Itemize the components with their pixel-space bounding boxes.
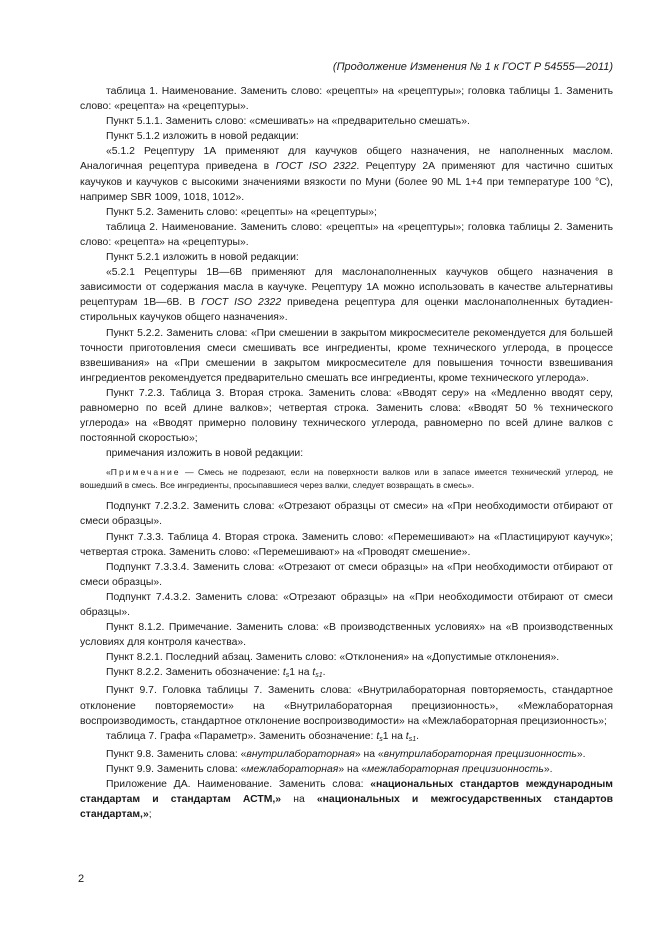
paragraph: Подпункт 7.4.3.2. Заменить слова: «Отрезают образцы» на «При необходимости отбирают от смеси образцы».: [80, 591, 613, 618]
page-number: 2: [78, 873, 85, 885]
paragraph: Пункт 5.1.1. Заменить слово: «смешивать» на «предварительно смешать».: [106, 116, 470, 128]
paragraph: Пункт 7.2.3. Таблица 3. Вторая строка. Заменить слова: «Вводят серу» на «Медленно вводят серу, равномерно по всей длине валков»; четвертая строка. Заменить слова: «Вводят 50 % технического углерода» на «Вводят примерно половину технического углерода, равномерно по всей длине валков с постоянной скоростью»;: [80, 387, 613, 445]
table-7-paragraph: таблица 7. Графа «Параметр». Заменить обозначение: $t_s1$ на $t_{s1}$.: [106, 730, 419, 743]
running-header: (Продолжение Изменения № 1 к ГОСТ Р 54555—2011): [332, 61, 613, 73]
paragraph: Пункт 7.3.3. Таблица 4. Вторая строка. Заменить слово: «Перемешивают» на «Пластицируют каучук»; четвертая строка. Заменить слово: «Перемешивают» на «Проводят смешение».: [80, 531, 613, 558]
paragraph-9-8: Пункт 9.8. Заменить слова: «внутрилабораторная» на «внутрилабораторная прецизионность».: [106, 748, 586, 760]
paragraph: Подпункт 7.3.3.4. Заменить слова: «Отрезают от смеси образцы» на «При необходимости отбирают от смеси образцы».: [80, 561, 613, 588]
standard-reference: ГОСТ ISO 2322: [201, 297, 282, 309]
paragraph-5-1-2-text: «5.1.2 Рецептуру 1А применяют для каучуков общего назначения, не наполненных маслом. Аналогичная рецептура приведена в ГОСТ ISO 2322. Рецептуру 2А применяют для частично сшитых каучуков и каучуков с высокими значениями вязкости по Муни (более 90 ML 1+4 при температуре 100 °С), например SBR 1009, 1018, 1012».: [80, 146, 613, 203]
document-body: [80, 84, 613, 822]
paragraph: Пункт 5.2. Заменить слово: «рецепты» на «рецептуры»;: [106, 206, 377, 218]
paragraph: таблица 2. Наименование. Заменить слово: «рецепты» на «рецептуры»; головка таблицы 2. Заменить слово: «рецепта» на «рецептуры».: [80, 221, 613, 248]
appendix-paragraph: Приложение ДА. Наименование. Заменить слова: «национальных стандартов международным стандартам и стандартам АСТМ,» на «национальных и межгосударственных стандартов стандартам,»;: [80, 779, 614, 821]
paragraph: таблица 1. Наименование. Заменить слово: «рецепты» на «рецептуры»; головка таблицы 1. Заменить слово: «рецепта» на «рецептуры».: [80, 86, 613, 113]
paragraph: примечания изложить в новой редакции:: [106, 448, 304, 460]
paragraph: Пункт 8.2.1. Последний абзац. Заменить слово: «Отклонения» на «Допустимые отклонения».: [106, 652, 560, 664]
paragraph-5-2-1-text: «5.2.1 Рецептуры 1В—6В применяют для маслонаполненных каучуков общего назначения в зависимости от содержания масла в каучуке. Рецептуру 1А можно использовать в качестве альтернативы рецептурам 1В—6В. В ГОСТ ISO 2322 приведена рецептура для оценки маслонаполненных бутадиен-стирольных каучуков общего назначения».: [80, 267, 614, 324]
paragraph: Подпункт 7.2.3.2. Заменить слова: «Отрезают образцы от смеси» на «При необходимости отбирают от смеси образцы».: [80, 501, 613, 528]
note: «Примечание — Смесь не подрезают, если на поверхности валков или в запасе имеется технический углерод, не вошедший в смесь. Все ингредиенты, просыпавшиеся через валки, следует возвращать в смесь».: [80, 467, 613, 491]
paragraph: Пункт 9.7. Головка таблицы 7. Заменить слова: «Внутрилабораторная повторяемость, стандартное отклонение повторяемости» на «Внутрилабораторная прецизионность», «Межлабораторная воспроизводимость, стандартное отклонение воспроизводимости» на «Межлабораторная прецизионность»;: [80, 685, 613, 727]
paragraph: Пункт 5.2.1 изложить в новой редакции:: [106, 252, 299, 264]
note-text: — Смесь не подрезают, если на поверхности валков или в запасе имеется технический углерод, не вошедший в смесь. Все ингредиенты, просыпавшиеся через валки, следует возвращать в смесь».: [80, 467, 613, 491]
standard-reference: ГОСТ ISO 2322: [275, 161, 357, 173]
paragraph: Пункт 8.1.2. Примечание. Заменить слова: «В производственных условиях» на «В производственных условиях для контроля качества».: [80, 622, 613, 649]
note-label: Примечание: [110, 467, 181, 478]
paragraph-8-2-2: Пункт 8.2.2. Заменить обозначение: $t_s1$ на $t_{s1}$.: [106, 667, 326, 680]
paragraph: Пункт 5.1.2 изложить в новой редакции:: [106, 131, 299, 143]
paragraph-9-9: Пункт 9.9. Заменить слова: «межлабораторная» на «межлабораторная прецизионность».: [106, 763, 553, 775]
paragraph: Пункт 5.2.2. Заменить слова: «При смешении в закрытом микросмесителе рекомендуется для большей точности приготовления смеси смешивать все ингредиенты, кроме технического углерода, в процессе взвешивания» на «При смешении в закрытом микросмесителе для повышения точности взвешивания ингредиентов рекомендуется предварительно смешать все ингредиенты, кроме технического углерода».: [80, 327, 613, 384]
